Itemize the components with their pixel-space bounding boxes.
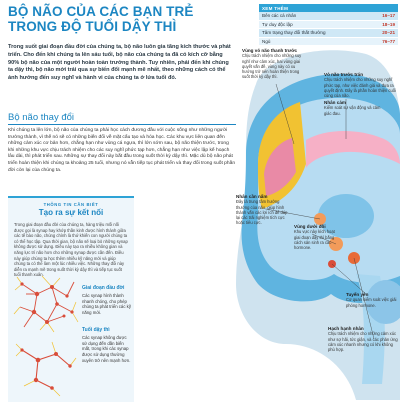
info-box (8, 196, 134, 402)
label-pituitary-title: Tuyến yên (346, 292, 369, 297)
see-also-row[interactable] (259, 21, 398, 30)
see-also-row[interactable] (259, 29, 398, 38)
page-title (8, 4, 228, 34)
title-line-2: TRONG ĐỘ TUỔI DẬY THÌ (8, 19, 177, 34)
see-also-label: Tự duy độc lập (262, 21, 293, 27)
see-also-page: 20–21 (382, 30, 395, 36)
label-cingulate-title: Vùng vỏ não thanh trước (242, 48, 298, 53)
info-box-text: Trong giai đoạn đầu đời của chúng ta, hàng triệu mối nối được gọi là synap hay khớp thần kinh được hình thành giữa các tế bào não, chúng chính là thứ khiến con người chúng ta có thể học tập. Qua thời gian, bộ não sẽ loại bỏ những synap không được sử dụng. Điều này tạo ra nhiều không gian và năng lực trí não hơn cho những synap được cần đến. Điều này giúp chúng ta học thêm nhiều kỹ năng mới và giúp chúng ta có thể làm một lúc nhiều việc. Những thay đổi này diễn ra mạnh mẽ trong suốt thời kỳ dậy thì và tiếp tục suốt tuổi thanh xuân. (14, 222, 128, 278)
see-also-header: XEM THÊM (259, 4, 398, 12)
caption-early-life-title: Giai đoạn đầu đời (82, 285, 125, 291)
label-cingulate (242, 48, 304, 80)
section-heading: Bộ não thay đổi (8, 112, 75, 123)
label-hypothalamus-text: Khu vực này kích hoạt giai đoạn dậy thì bằng cách sản sinh ra các hormone. (294, 229, 335, 251)
label-pituitary (346, 292, 398, 308)
see-also-page: 16–17 (382, 13, 395, 19)
section-body: Khi chúng ta lên lớn, bộ não của chúng ta phải học cách đương đầu với cuộc sống như những người trưởng thành, vì thế nó sẽ có những biến đổi về mặt cấu tạo và hóa học. Các khu vực liên quan đến những cảm xúc cơ bản hơn, chẳng hạn như vùng cá ngựa, thì lớn sớm sau, bộ não thiện trước, trong khi những khu vực chịu trách nhiệm cho các suy nghĩ phức tạp hơn, chẳng hạn như việc lập kế hoạch lâu dài, thì phát triển sau. Những sự thay đổi này bắt đầu trong suốt thời kỳ dậy thì. Mặc dù bộ não phát triển hoàn thiện khi chúng ta khoảng 25 tuổi, nhưng nó vẫn tiếp tục phát triển và thay đổi trong suốt phần đời còn lại của chúng ta. (8, 128, 236, 173)
see-also-list (259, 12, 398, 46)
caption-early-life (82, 286, 132, 316)
info-box-kicker: THÔNG TIN CẦN BIẾT (43, 202, 99, 207)
section-divider (8, 124, 236, 125)
see-also-row[interactable] (259, 12, 398, 21)
label-nucleus (324, 100, 382, 116)
label-accumbens (236, 194, 288, 226)
label-amygdala-title: Hạch hạnh nhân (328, 326, 364, 331)
see-also-label: Ngủ (262, 38, 271, 44)
label-hypothalamus-title: Vùng dưới đồi (294, 224, 326, 229)
label-amygdala (328, 326, 398, 352)
label-pituitary-text: Cơ quan kiểm soát việc giải phóng hormone. (346, 297, 397, 308)
see-also-page: 18–19 (382, 21, 395, 27)
info-box-title: Tạo ra sự kết nối (38, 208, 104, 217)
caption-puberty (82, 328, 132, 364)
neuron-network-early-image (12, 272, 80, 334)
label-accumbens-text: Đây là trung tâm hưởng thưởng của não, giúp hình thành vấn các lợi ích để đáp lại các trải nghiệm tích cực hoặc tiêu cực. (236, 199, 288, 226)
neuron-network-puberty-image (12, 336, 80, 398)
label-hypothalamus (294, 224, 342, 250)
see-also-label: Bên các cá nhân (262, 13, 297, 19)
caption-puberty-title: Tuổi dậy thì (82, 327, 110, 333)
label-prefrontal-text: Chịu trách nhiệm cho những suy nghĩ phức tạp, như việc đánh giá và đưa ra quyết định. Đây là phần hoàn thiện cuối cùng của não. (324, 77, 396, 99)
title-line-1: BỘ NÃO CỦA CÁC BẠN TRẺ (8, 4, 194, 19)
label-accumbens-title: Nhân cần nấm (236, 194, 268, 199)
intro-paragraph: Trong suốt giai đoạn đầu đời của chúng ta, bộ não luôn gia tăng kích thước và phát triển. Cho đến khi chúng ta lên sáu tuổi, bộ não của chúng ta đã có kích cỡ bằng 90% bộ não của một người hoàn toàn trưởng thành. Tuy nhiên, phải đến khi chúng ta dậy thì, bộ não mới trải qua sự biến đổi mạnh mẽ nhất, theo những cách có thể ảnh hưởng đến suy nghĩ và hành vi của chúng ta ở lứa tuổi đó. (8, 44, 231, 82)
see-also-label: Tâm trạng thay đổi thất thường (262, 30, 326, 36)
caption-puberty-text: Các synap không được sử dụng đến dần biến mất, trong khi các synap được sử dụng thường xuyên trở nên mạnh hơn. (82, 334, 131, 363)
see-also-box (259, 4, 398, 46)
label-amygdala-text: Chịu trách nhiệm cho những cảm xúc như sợ hãi, tức giận, và các phản ứng cảm xúc nhanh nhưng có khi không phù hợp. (328, 331, 398, 353)
caption-early-life-text: Các synap hình thành nhanh chóng, cho phép chúng ta phát triển các kỹ năng mới. (82, 292, 131, 316)
label-prefrontal (324, 72, 398, 98)
label-nucleus-title: Nhân cảm (324, 100, 346, 105)
label-prefrontal-title: Vỏ não trước trán (324, 72, 364, 77)
see-also-page: 76–77 (382, 38, 395, 44)
label-cingulate-text: Chịu trách nhiệm cho những suy nghĩ như cảm xúc, hai vùng giai quyết vấn đề, vùng này có xu hướng trở nên hoàn thiện trong suốt thời kỳ dậy thì. (242, 53, 302, 80)
label-nucleus-text: Kiểm soát sự vận động và cảm giác đau. (324, 105, 381, 116)
